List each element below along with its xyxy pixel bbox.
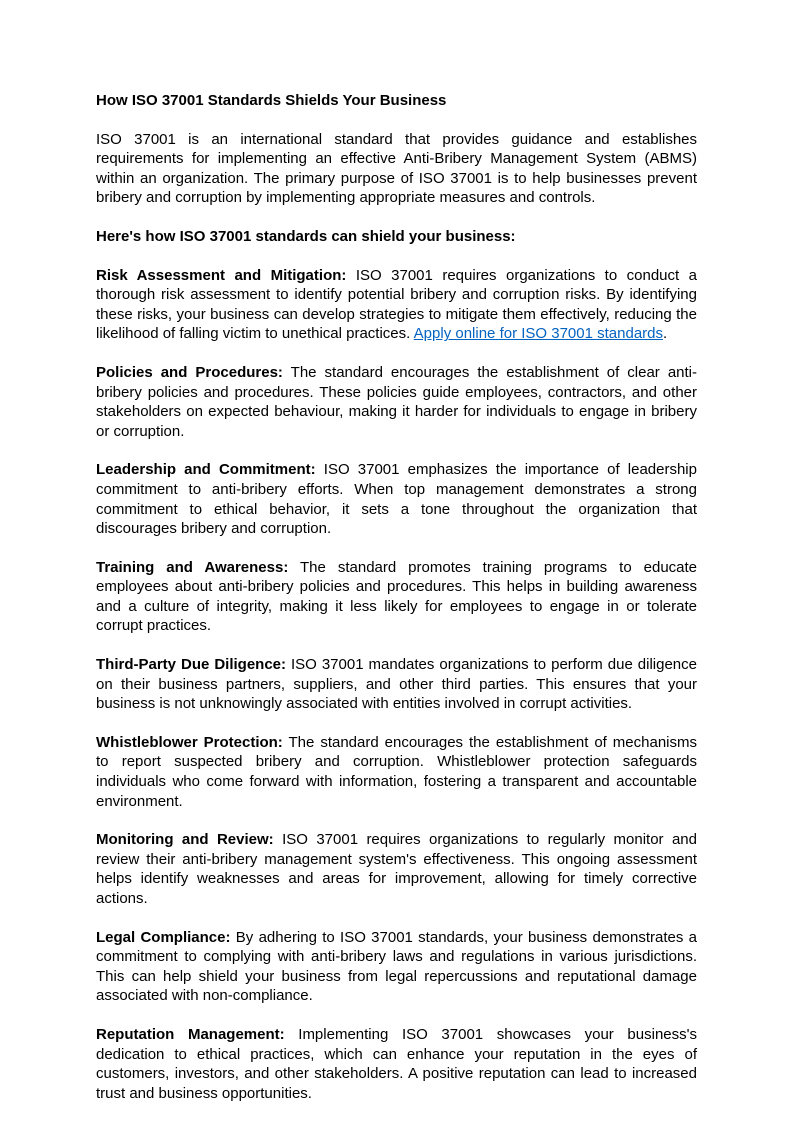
section-leadership-commitment bbox=[96, 460, 697, 538]
subtitle-heading: Here's how ISO 37001 standards can shield your business: bbox=[96, 227, 516, 245]
section-lead: Monitoring and Review: bbox=[96, 831, 274, 849]
section-legal-compliance bbox=[96, 928, 697, 1006]
section-body: The standard encourages the establishment of mechanisms to report suspected bribery and corruption. Whistleblower protection safeguards individuals who come forward with information, fostering a transparent and accountable environment. bbox=[96, 733, 697, 810]
section-reputation-management bbox=[96, 1025, 697, 1103]
section-body: The standard promotes training programs to educate employees about anti-bribery policies and procedures. This helps in building awareness and a culture of integrity, making it less likely for employees to engage in or tolerate corrupt practices. bbox=[96, 558, 698, 635]
section-lead: Policies and Procedures: bbox=[96, 363, 283, 381]
section-body: ISO 37001 requires organizations to conduct a thorough risk assessment to identify potential bribery and corruption risks. By identifying these risks, your business can develop strategies to mitigate them effectively, reducing the likelihood of falling victim to unethical practices. bbox=[96, 266, 697, 343]
section-policies-procedures bbox=[96, 363, 697, 441]
section-body: ISO 37001 mandates organizations to perform due diligence on their business partners, suppliers, and other third parties. This ensures that your business is not unknowingly associated with entities involved in corrupt activities. bbox=[96, 656, 697, 713]
document-title: How ISO 37001 Standards Shields Your Business bbox=[96, 92, 447, 109]
section-lead: Risk Assessment and Mitigation: bbox=[96, 266, 347, 284]
apply-online-link[interactable]: Apply online for ISO 37001 standards bbox=[413, 325, 663, 343]
section-third-party-due-diligence bbox=[96, 655, 697, 714]
section-body-after-link: . bbox=[663, 325, 668, 343]
section-body: ISO 37001 emphasizes the importance of leadership commitment to anti-bribery efforts. When top management demonstrates a strong commitment to ethical behavior, it sets a tone throughout the organization that discourages bribery and corruption. bbox=[96, 461, 697, 538]
section-body: Implementing ISO 37001 showcases your business's dedication to ethical practices, which can enhance your reputation in the eyes of customers, investors, and other stakeholders. A positive reputation can lead to increased trust and business opportunities. bbox=[96, 1025, 697, 1102]
section-whistleblower-protection bbox=[96, 733, 697, 811]
section-risk-assessment bbox=[96, 266, 697, 344]
section-body: ISO 37001 requires organizations to regularly monitor and review their anti-bribery management system's effectiveness. This ongoing assessment helps identify weaknesses and areas for improvement, allowing for timely corrective actions. bbox=[96, 831, 697, 907]
section-body: The standard encourages the establishment of clear anti-bribery policies and procedures. These policies guide employees, contractors, and other stakeholders on expected behaviour, making it harder for individuals to engage in bribery or corruption. bbox=[96, 363, 697, 440]
section-monitoring-review bbox=[96, 830, 697, 908]
section-lead: Training and Awareness: bbox=[96, 558, 289, 576]
section-lead: Third-Party Due Diligence: bbox=[96, 656, 287, 674]
section-lead: Whistleblower Protection: bbox=[96, 733, 283, 751]
section-lead: Reputation Management: bbox=[96, 1025, 285, 1043]
section-body: By adhering to ISO 37001 standards, your business demonstrates a commitment to complying with anti-bribery laws and regulations in various jurisdictions. This can help shield your business from legal repercussions and reputational damage associated with non-compliance. bbox=[96, 928, 697, 1005]
section-training-awareness bbox=[96, 558, 697, 636]
section-lead: Legal Compliance: bbox=[96, 928, 231, 946]
section-lead: Leadership and Commitment: bbox=[96, 461, 316, 479]
intro-paragraph: ISO 37001 is an international standard that provides guidance and establishes requirements for implementing an effective Anti-Bribery Management System (ABMS) within an organization. The primary purpose of ISO 37001 is to help businesses prevent bribery and corruption by implementing appropriate measures and controls. bbox=[96, 130, 697, 207]
